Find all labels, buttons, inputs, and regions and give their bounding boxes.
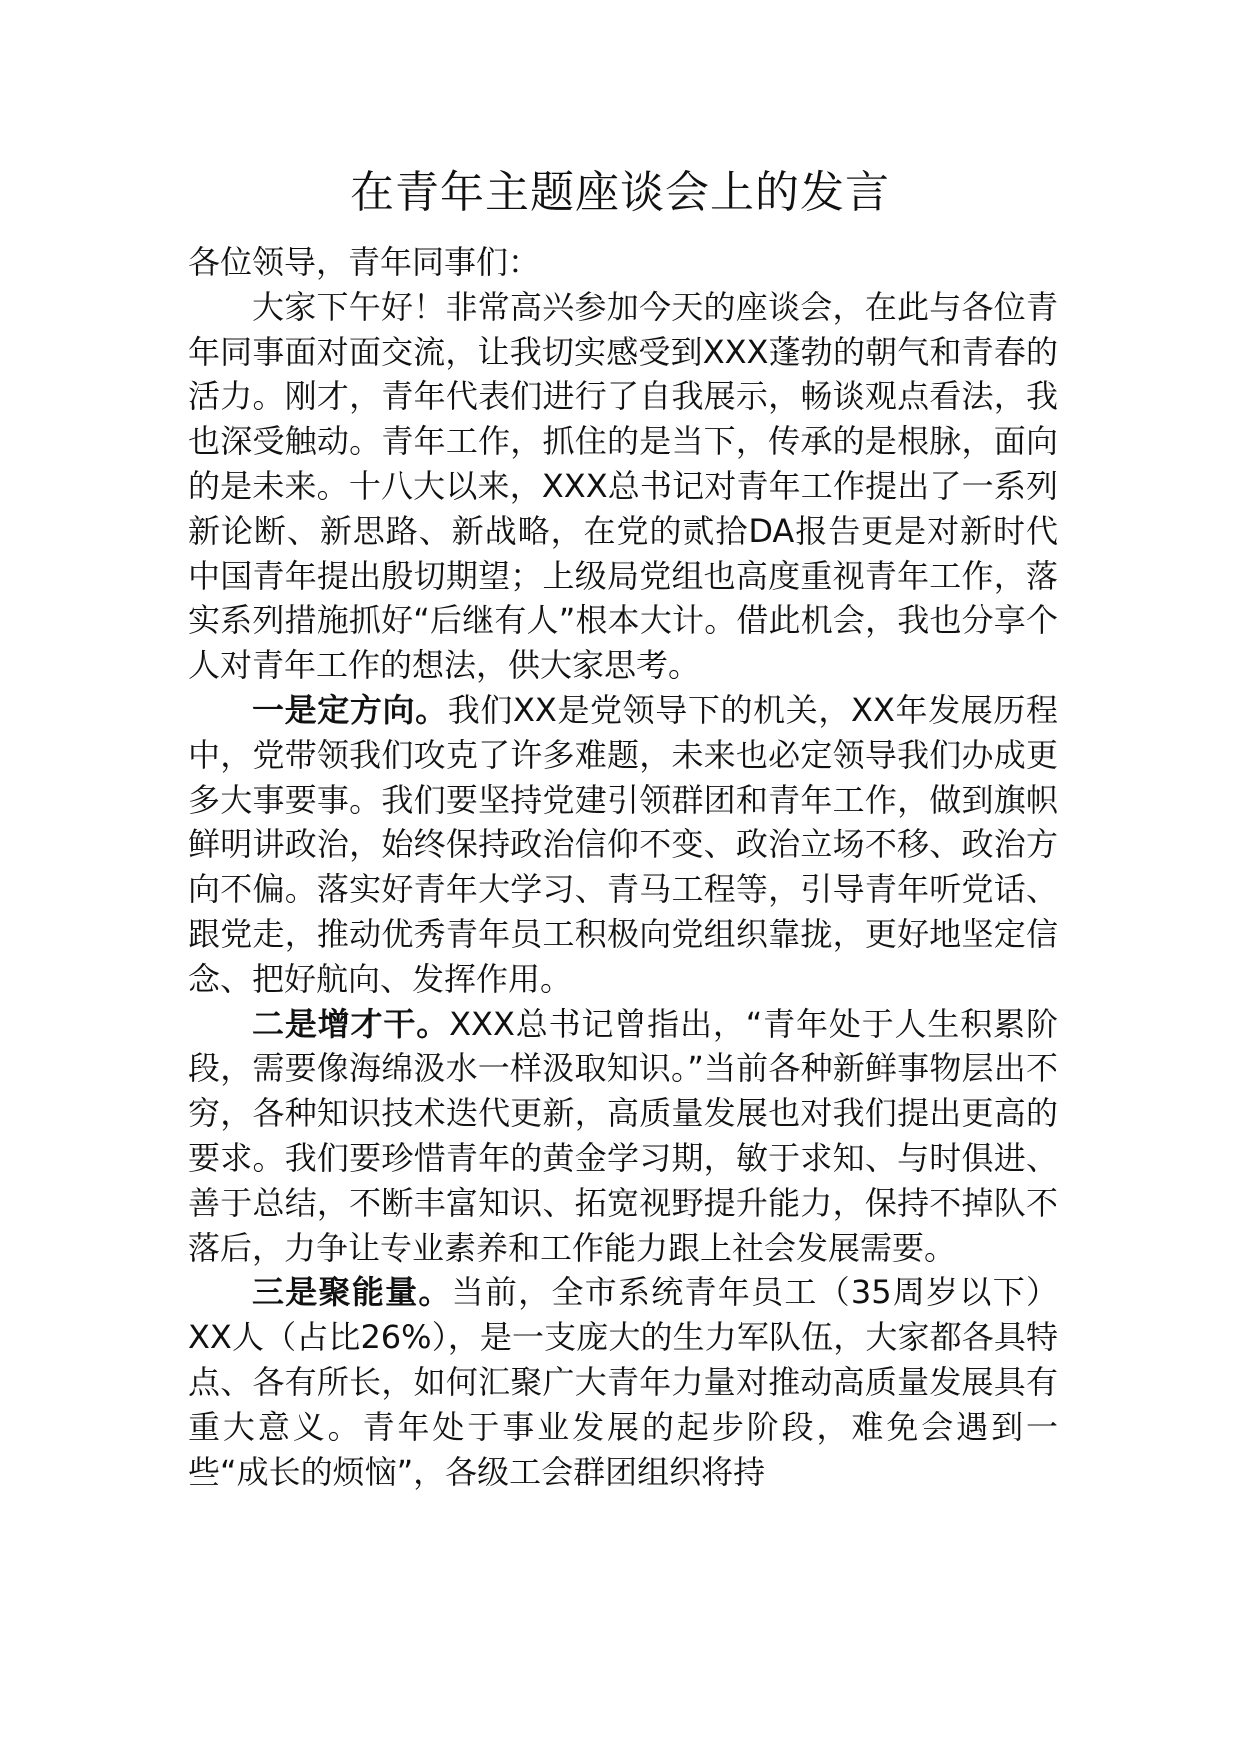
section-text-energy: 当前，全市系统青年员工（35周岁以下）XX人（占比26%），是一支庞大的生力军队伍，大家都各具特点、各有所长，如何汇聚广大青年力量对推动高质量发展具有重大意义。青年处于事业发展的起步阶段，难免会遇到一些“成长的烦恼”，各级工会群团组织将持 — [188, 1273, 1058, 1491]
salutation: 各位领导，青年同事们： — [188, 243, 541, 281]
document-title: 在青年主题座谈会上的发言 — [350, 167, 890, 218]
section-paragraph-ability — [188, 1002, 1058, 1271]
intro-paragraph: 大家下午好！非常高兴参加今天的座谈会，在此与各位青年同事面对面交流，让我切实感受到XXX蓬勃的朝气和青春的活力。刚才，青年代表们进行了自我展示，畅谈观点看法，我也深受触动。青年工作，抓住的是当下，传承的是根脉，面向的是未来。十八大以来，XXX总书记对青年工作提出了一系列新论断、新思路、新战略，在党的贰拾DA报告更是对新时代中国青年提出殷切期望；上级局党组也高度重视青年工作，落实系列措施抓好“后继有人”根本大计。借此机会，我也分享个人对青年工作的想法，供大家思考。 — [188, 287, 1058, 685]
section-paragraph-direction — [188, 688, 1058, 1002]
section-text-direction: 我们XX是党领导下的机关，XX年发展历程中，党带领我们攻克了许多难题，未来也必定领导我们办成更多大事要事。我们要坚持党建引领群团和青年工作，做到旗帜鲜明讲政治，始终保持政治信仰不变、政治立场不移、政治方向不偏。落实好青年大学习、青马工程等，引导青年听党话、跟党走，推动优秀青年员工积极向党组织靠拢，更好地坚定信念、把好航向、发挥作用。 — [188, 690, 1058, 998]
document-body — [188, 240, 1058, 1494]
section-lead-energy: 三是聚能量。 — [252, 1273, 452, 1312]
section-lead-direction: 一是定方向。 — [252, 690, 448, 729]
section-text-ability: XXX总书记曾指出，“青年处于人生积累阶段，需要像海绵汲水一样汲取知识。”当前各种新鲜事物层出不穷，各种知识技术迭代更新，高质量发展也对我们提出更高的要求。我们要珍惜青年的黄金学习期，敏于求知、与时俱进、善于总结，不断丰富知识、拓宽视野提升能力，保持不掉队不落后，力争让专业素养和工作能力跟上社会发展需要。 — [188, 1004, 1058, 1267]
section-paragraph-energy — [188, 1270, 1058, 1494]
section-lead-ability: 二是增才干。 — [252, 1004, 450, 1043]
